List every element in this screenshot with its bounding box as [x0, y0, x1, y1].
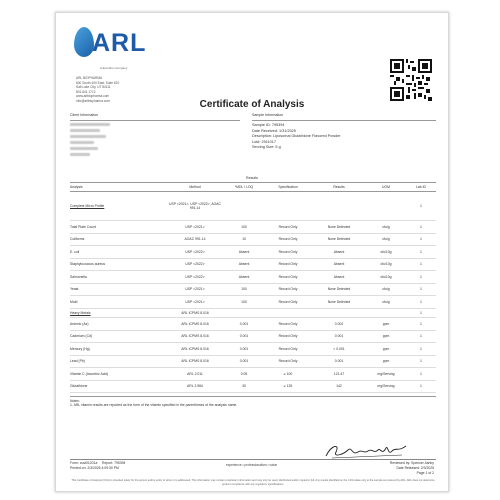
- table-cell-result: 0.001: [312, 330, 366, 343]
- table-cell-mdl: 0.05: [224, 368, 264, 381]
- table-cell-analysis: Arsenic (As): [70, 318, 166, 331]
- table-cell-method: ARL 2.011: [166, 368, 224, 381]
- table-cell-lab: 1: [406, 330, 436, 343]
- arl-logo: [74, 27, 147, 63]
- table-cell-spec: ≥ 100: [264, 368, 312, 381]
- table-cell-method: ARL ICPMS 8.016: [166, 308, 224, 318]
- footer-slogan: experience • professionalism • value: [226, 463, 278, 467]
- table-cell-method: USP <2022>: [166, 246, 224, 259]
- table-cell-analysis: Glutathione: [70, 380, 166, 393]
- table-cell-result: Absent: [312, 271, 366, 284]
- table-cell-mdl: 100: [224, 296, 264, 309]
- table-cell-result: None Detected: [312, 283, 366, 296]
- table-cell-mdl: 30: [224, 380, 264, 393]
- table-row: [70, 318, 436, 331]
- table-cell-result: 142: [312, 380, 366, 393]
- table-cell-spec: Record Only: [264, 271, 312, 284]
- table-cell-analysis: Heavy Metals: [70, 308, 166, 318]
- table-cell-analysis: Salmonella: [70, 271, 166, 284]
- table-cell-result: 0.001: [312, 355, 366, 368]
- results-header-row: [70, 183, 436, 192]
- table-cell-mdl: 100: [224, 283, 264, 296]
- table-cell-mdl: [224, 308, 264, 318]
- table-cell-spec: [264, 192, 312, 221]
- column-header: Lab ID: [406, 183, 436, 192]
- table-cell-spec: Record Only: [264, 355, 312, 368]
- table-cell-method: ARL ICPMS 8.016: [166, 318, 224, 331]
- column-header: Results: [312, 183, 366, 192]
- document-title: Certificate of Analysis: [199, 99, 305, 110]
- table-cell-uom: cfu/10g: [366, 271, 406, 284]
- notes-section: [70, 396, 436, 407]
- table-cell-uom: mg/Serving: [366, 368, 406, 381]
- disclaimer-text: This Certificate of Analysis (COA) is intended solely for the person and/or entity to whom it is addressed. This information may contain proprietary information and may only be used, distributed and/or copied in full. Any results identified on the COA relate only to the sample as received by ARL. ARL does not determine product compliance with any regulatory specifications.: [71, 479, 435, 486]
- table-cell-lab: 1: [406, 258, 436, 271]
- page-number: Page 1 of 2: [416, 471, 434, 475]
- footer-meta: [70, 461, 125, 471]
- client-info-redacted: [70, 123, 116, 169]
- table-cell-analysis: Total Plate Count: [70, 221, 166, 234]
- table-cell-mdl: 0.001: [224, 330, 264, 343]
- notes-label: Notes:: [70, 396, 436, 403]
- table-cell-result: Absent: [312, 258, 366, 271]
- address-line: 801.641.1712: [76, 89, 96, 94]
- table-cell-analysis: E. coli: [70, 246, 166, 259]
- date-released: Date Released: 2/3/2025: [396, 466, 434, 470]
- table-cell-method: ARL ICPMS 8.016: [166, 343, 224, 356]
- table-cell-uom: cfu/g: [366, 221, 406, 234]
- results-table: [70, 182, 436, 393]
- table-cell-mdl: 10: [224, 233, 264, 246]
- client-info-heading: Client Information: [70, 113, 240, 121]
- table-cell-result: None Detected: [312, 233, 366, 246]
- signer-block: [390, 461, 434, 476]
- form-id: Form: cust01201a: [70, 461, 98, 465]
- table-cell-method: USP <2021>, USP <2022>, AOAC 991.14: [166, 192, 224, 221]
- lot-number: Lot#: 2911017: [252, 139, 276, 144]
- table-cell-lab: 1: [406, 246, 436, 259]
- table-row: [70, 368, 436, 381]
- table-row: [70, 283, 436, 296]
- certificate-page: [55, 12, 449, 492]
- table-cell-method: USP <2022>: [166, 258, 224, 271]
- table-cell-method: USP <2021>: [166, 221, 224, 234]
- table-cell-mdl: 0.001: [224, 343, 264, 356]
- table-cell-lab: 1: [406, 283, 436, 296]
- table-cell-spec: ≥ 125: [264, 380, 312, 393]
- table-cell-analysis: Lead (Pb): [70, 355, 166, 368]
- table-cell-mdl: [224, 192, 264, 221]
- table-cell-uom: ppm: [366, 355, 406, 368]
- table-cell-spec: Record Only: [264, 343, 312, 356]
- table-cell-analysis: Cadmium (Cd): [70, 330, 166, 343]
- qr-code-icon: [390, 59, 432, 101]
- column-header: Analysis: [70, 183, 166, 192]
- column-header: Method: [166, 183, 224, 192]
- table-cell-result: None Detected: [312, 221, 366, 234]
- table-cell-lab: 1: [406, 192, 436, 221]
- footer-divider: [70, 459, 436, 460]
- table-cell-lab: 1: [406, 343, 436, 356]
- table-row: [70, 380, 436, 393]
- table-cell-uom: cfu/g: [366, 283, 406, 296]
- table-cell-spec: Record Only: [264, 221, 312, 234]
- address-line: ARL BIOPHARMA: [76, 76, 103, 80]
- table-cell-spec: [264, 308, 312, 318]
- table-row: [70, 308, 436, 318]
- table-cell-method: ARL 2.984: [166, 380, 224, 393]
- table-row: [70, 271, 436, 284]
- table-cell-mdl: Absent: [224, 271, 264, 284]
- table-cell-result: 121.47: [312, 368, 366, 381]
- table-row: [70, 246, 436, 259]
- table-cell-analysis: Mold: [70, 296, 166, 309]
- table-cell-uom: ppm: [366, 318, 406, 331]
- table-cell-uom: [366, 192, 406, 221]
- table-cell-method: USP <2021>: [166, 296, 224, 309]
- results-heading: Results: [246, 176, 258, 180]
- table-cell-uom: cfu/g: [366, 296, 406, 309]
- table-cell-lab: 1: [406, 380, 436, 393]
- table-cell-spec: Record Only: [264, 233, 312, 246]
- table-row: [70, 258, 436, 271]
- table-cell-method: AOAC 991.14: [166, 233, 224, 246]
- table-cell-uom: ppm: [366, 330, 406, 343]
- table-cell-spec: Record Only: [264, 296, 312, 309]
- table-cell-result: Absent: [312, 246, 366, 259]
- table-cell-lab: 1: [406, 368, 436, 381]
- sample-info: [252, 123, 341, 151]
- table-cell-method: ARL ICPMS 8.016: [166, 330, 224, 343]
- address-line: info@arlbiopharma.com: [76, 98, 110, 103]
- table-cell-analysis: Yeast: [70, 283, 166, 296]
- address-line: www.arlbiopharma.com: [76, 94, 110, 99]
- table-cell-method: ARL ICPMS 8.016: [166, 355, 224, 368]
- printed-date: Printed on: 2/3/2025 4:09:30 PM: [70, 466, 119, 470]
- column-header: UOM: [366, 183, 406, 192]
- table-cell-analysis: Vitamin C (Ascorbic Acid): [70, 368, 166, 381]
- logo-drop-icon: [74, 27, 94, 57]
- table-cell-analysis: Mercury (Hg): [70, 343, 166, 356]
- address-line: 600 South 400 East, Suite 810: [76, 80, 120, 85]
- table-cell-uom: ppm: [366, 343, 406, 356]
- date-received: Date Received: 1/31/2025: [252, 128, 296, 133]
- note-item: 1. ARL vitamin results are reported as the form of the vitamin specified in the parentheses of the analysis name.: [70, 403, 238, 407]
- table-cell-uom: cfu/g: [366, 233, 406, 246]
- table-cell-result: < 0.001: [312, 343, 366, 356]
- table-cell-spec: Record Only: [264, 318, 312, 331]
- table-cell-spec: Record Only: [264, 246, 312, 259]
- table-cell-spec: Record Only: [264, 283, 312, 296]
- sample-info-heading: Sample Information: [252, 113, 436, 121]
- table-row: [70, 355, 436, 368]
- table-cell-lab: 1: [406, 318, 436, 331]
- table-cell-uom: [366, 308, 406, 318]
- report-id: Report: 795394: [102, 461, 126, 465]
- table-cell-mdl: 0.001: [224, 318, 264, 331]
- table-cell-result: 0.002: [312, 318, 366, 331]
- column-header: Specification: [264, 183, 312, 192]
- sample-description: Description: Liposomal Glutathione Flavored Powder: [252, 134, 341, 139]
- sample-id: Sample ID: 795394: [252, 123, 285, 127]
- table-cell-uom: cfu/10g: [366, 246, 406, 259]
- table-row: [70, 233, 436, 246]
- table-cell-lab: 1: [406, 355, 436, 368]
- table-row: [70, 192, 436, 221]
- table-cell-spec: Record Only: [264, 330, 312, 343]
- table-cell-uom: mg/Serving: [366, 380, 406, 393]
- table-cell-mdl: 0.001: [224, 355, 264, 368]
- address-line: Salt Lake City, UT 84111: [76, 85, 111, 90]
- table-row: [70, 343, 436, 356]
- table-cell-uom: cfu/10g: [366, 258, 406, 271]
- table-cell-result: [312, 308, 366, 318]
- logo-text: ARL: [92, 29, 147, 57]
- table-cell-lab: 1: [406, 271, 436, 284]
- serving-size: Serving Size: 5 g: [252, 145, 281, 150]
- table-cell-method: USP <2022>: [166, 271, 224, 284]
- table-row: [70, 296, 436, 309]
- company-tag: A Eurofins Company: [100, 66, 128, 70]
- table-cell-lab: 1: [406, 296, 436, 309]
- table-cell-method: USP <2021>: [166, 283, 224, 296]
- table-cell-mdl: 100: [224, 221, 264, 234]
- table-cell-mdl: Absent: [224, 246, 264, 259]
- table-cell-result: None Detected: [312, 296, 366, 309]
- table-cell-analysis: Coliforms: [70, 233, 166, 246]
- table-cell-spec: Record Only: [264, 258, 312, 271]
- column-header: *MDL / LOQ: [224, 183, 264, 192]
- table-cell-lab: 1: [406, 233, 436, 246]
- table-cell-result: [312, 192, 366, 221]
- table-cell-analysis: Complete Micro Profile: [70, 192, 166, 221]
- table-row: [70, 330, 436, 343]
- table-cell-mdl: Absent: [224, 258, 264, 271]
- table-cell-analysis: Staphylococcus aureus: [70, 258, 166, 271]
- table-row: [70, 221, 436, 234]
- table-cell-lab: 1: [406, 221, 436, 234]
- table-cell-lab: 1: [406, 308, 436, 318]
- reviewed-by: Reviewed by: Spencer Ashby: [389, 461, 434, 465]
